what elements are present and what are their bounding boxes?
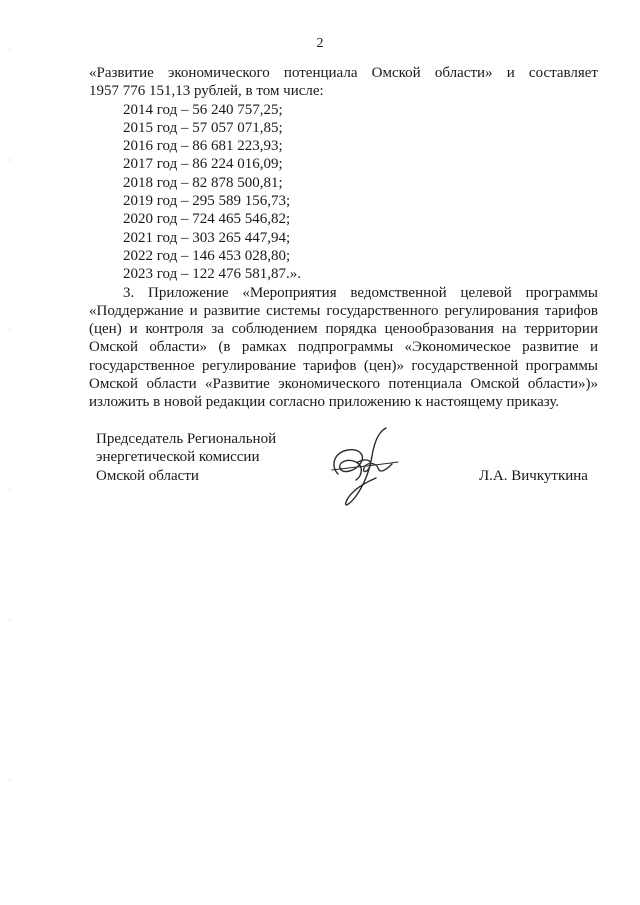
intro-line-2: 1957 776 151,13 рублей, в том числе: (89, 83, 324, 100)
signer-name: Л.А. Вичкуткина (479, 468, 588, 484)
yearly-amounts-list (89, 101, 598, 284)
year-amount-2014: 2014 год – 56 240 757,25; (123, 101, 283, 118)
page-number: 2 (316, 36, 324, 51)
position-line-1: Председатель Региональной (96, 431, 277, 447)
position-line-3: Омской области (96, 467, 199, 484)
document-body (89, 64, 598, 412)
handwritten-signature (326, 422, 406, 514)
paragraph-item-3: 3. Приложение «Мероприятия ведомственной целевой программы «Поддержание и развитие системы государственного регулирования тарифов (цен) и контроля за соблюдением порядка ценообразования на территории Омской области» (в рамках подпрограммы «Экономическое развитие и государственное регулирование тарифов (цен)» государственной программы Омской области «Развитие экономического потенциала Омской области»)» изложить в новой редакции согласно приложению к настоящему приказу. (89, 284, 598, 411)
year-amount-2018: 2018 год – 82 878 500,81; (123, 174, 283, 191)
signatory-position (96, 430, 276, 485)
intro-line-1: «Развитие экономического потенциала Омской области» и составляет (89, 65, 598, 81)
year-amount-2019: 2019 год – 295 589 156,73; (123, 193, 291, 210)
year-amount-2023: 2023 год – 122 476 581,87.». (123, 266, 301, 283)
year-amount-2021: 2021 год – 303 265 447,94; (123, 229, 291, 246)
year-amount-2017: 2017 год – 86 224 016,09; (123, 156, 283, 173)
position-line-2: энергетической комиссии (96, 449, 260, 466)
year-amount-2020: 2020 год – 724 465 546,82; (123, 211, 291, 228)
margin-scan-marks (8, 20, 12, 880)
year-amount-2022: 2022 год – 146 453 028,80; (123, 247, 291, 264)
year-amount-2016: 2016 год – 86 681 223,93; (123, 138, 283, 155)
year-amount-2015: 2015 год – 57 057 071,85; (123, 119, 283, 136)
